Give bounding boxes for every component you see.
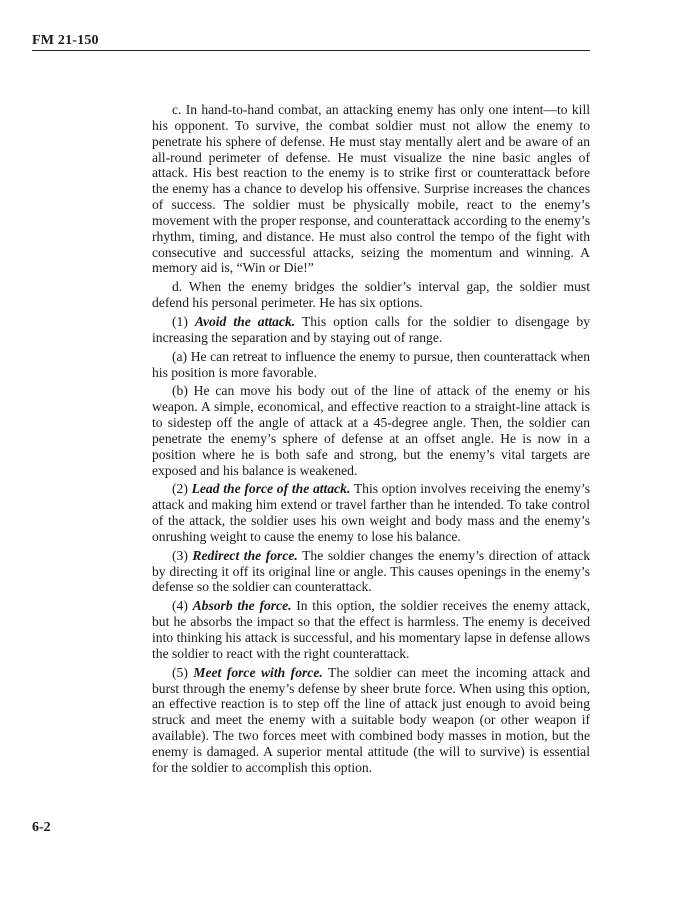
paragraph-text: c. In hand-to-hand combat, an attacking enemy has only one intent—to kill his opponent. To survive, the combat soldier must not allow the enemy to penetrate his sphere of defense. He must stay mentally alert and be aware of an all-round perimeter of defense. He must visualize the nine basic angles of attack. His best reaction to the enemy is to strike first or counterattack before the enemy has a chance to develop his offensive. Surprise increases the chances of success. The soldier must be physically mobile, react to the enemy’s movement with the proper response, and counterattack according to the enemy’s rhythm, timing, and distance. He must also control the tempo of the fight with consecutive and successful attacks, seizing the momentum and winning. A memory aid is, “Win or Die!” bbox=[152, 102, 590, 276]
manual-id-header: FM 21-150 bbox=[32, 33, 99, 48]
paragraph-text: (a) He can retreat to influence the enemy to pursue, then counterattack when his position is more favorable. bbox=[152, 348, 590, 380]
paragraph-d bbox=[152, 279, 590, 311]
paragraph-option-5 bbox=[152, 665, 590, 776]
paragraph-text: The soldier changes the enemy’s direction of attack by directing it off its original line or angle. This causes openings in the enemy’s defense so the soldier can counterattack. bbox=[152, 547, 590, 595]
paragraph-text: This option calls for the soldier to disengage by increasing the separation and by staying out of range. bbox=[152, 313, 591, 345]
option-lead-heading: Avoid the attack. bbox=[194, 313, 296, 329]
option-number: (2) bbox=[172, 481, 192, 497]
option-lead-heading: Absorb the force. bbox=[192, 598, 292, 614]
option-number: (4) bbox=[172, 598, 193, 614]
paragraph-option-1a bbox=[152, 349, 590, 381]
option-number: (1) bbox=[172, 313, 195, 329]
paragraph-text: In this option, the soldier receives the enemy attack, but he absorbs the impact so that the effect is harmless. The enemy is deceived into thinking his attack is successful, and his momentary lapse in defense allows the soldier to react with the right counterattack. bbox=[152, 598, 590, 661]
paragraph-text: d. When the enemy bridges the soldier’s interval gap, the soldier must defend his personal perimeter. He has six options. bbox=[152, 279, 590, 311]
paragraph-option-4 bbox=[152, 598, 590, 661]
body-text bbox=[152, 102, 590, 779]
paragraph-text: The soldier can meet the incoming attack and burst through the enemy’s defense by sheer brute force. When using this option, an effective reaction is to step off the line of attack just enough to avoid being struck and meet the enemy with a suitable body weapon (or other weapon if available). The two forces meet with combined body masses in motion, but the enemy is damaged. A superior mental attitude (the will to survive) is essential for the soldier to accomplish this option. bbox=[152, 664, 590, 775]
paragraph-option-2 bbox=[152, 481, 590, 544]
option-lead-heading: Meet force with force. bbox=[193, 664, 323, 680]
paragraph-c bbox=[152, 102, 590, 276]
option-lead-heading: Lead the force of the attack. bbox=[191, 481, 351, 497]
paragraph-option-3 bbox=[152, 548, 590, 596]
option-number: (3) bbox=[172, 547, 193, 563]
option-number: (5) bbox=[172, 664, 194, 680]
page-number: 6-2 bbox=[32, 820, 51, 835]
paragraph-option-1b bbox=[152, 383, 590, 478]
paragraph-option-1 bbox=[152, 314, 590, 346]
header-divider bbox=[32, 50, 590, 51]
option-lead-heading: Redirect the force. bbox=[192, 547, 298, 563]
paragraph-text: (b) He can move his body out of the line of attack of the enemy or his weapon. A simple, economical, and effective reaction to a straight-line attack is to sidestep off the angle of attack at a 45-degree angle. Then, the soldier can penetrate the enemy’s sphere of defense at an offset angle. He is now in a position where he is both safe and strong, but the enemy’s vital targets are exposed and his balance is weakened. bbox=[152, 383, 590, 478]
paragraph-text: This option involves receiving the enemy’s attack and making him extend or travel farther than he intended. To take control of the attack, the soldier uses his own weight and body mass and the enemy’s onrushing weight to cause the enemy to lose his balance. bbox=[152, 481, 591, 544]
